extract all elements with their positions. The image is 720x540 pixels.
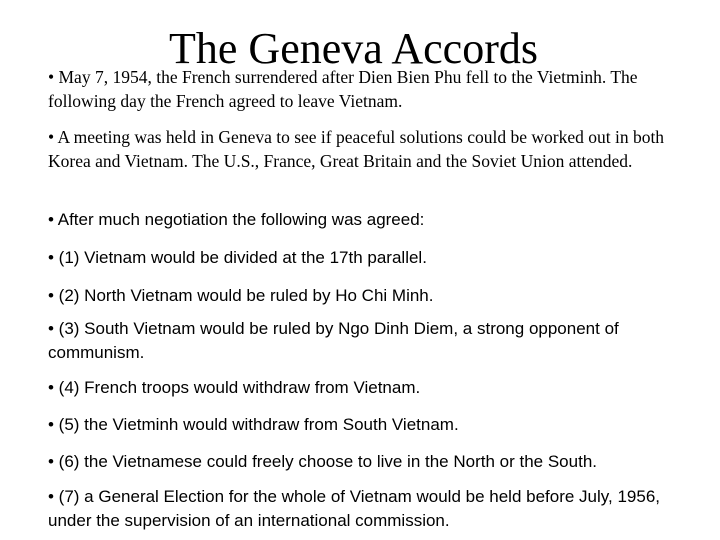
bullet-term-3: • (3) South Vietnam would be ruled by Ngo Dinh Diem, a strong opponent of communism. xyxy=(48,319,619,362)
bullet-term-2: • (2) North Vietnam would be ruled by Ho Chi Minh. xyxy=(48,286,434,305)
slide-title: The Geneva Accords xyxy=(169,24,538,73)
bullet-term-6: • (6) the Vietnamese could freely choose to live in the North or the South. xyxy=(48,452,597,471)
bullet-term-7: • (7) a General Election for the whole of Vietnam would be held before July, 1956, under the supervision of an international commission. xyxy=(48,487,661,530)
bullet-term-5: • (5) the Vietminh would withdraw from South Vietnam. xyxy=(48,415,459,434)
bullet-term-1: • (1) Vietnam would be divided at the 17th parallel. xyxy=(48,248,427,267)
bullet-surrender: • May 7, 1954, the French surrendered after Dien Bien Phu fell to the Vietminh. The following day the French agreed to leave Vietnam. xyxy=(48,67,638,111)
bullet-term-4: • (4) French troops would withdraw from Vietnam. xyxy=(48,378,421,397)
bullet-agreement-intro: • After much negotiation the following was agreed: xyxy=(48,210,425,229)
bullet-geneva-meeting: • A meeting was held in Geneva to see if peaceful solutions could be worked out in both Korea and Vietnam. The U.S., France, Great Britain and the Soviet Union attended. xyxy=(48,127,665,171)
